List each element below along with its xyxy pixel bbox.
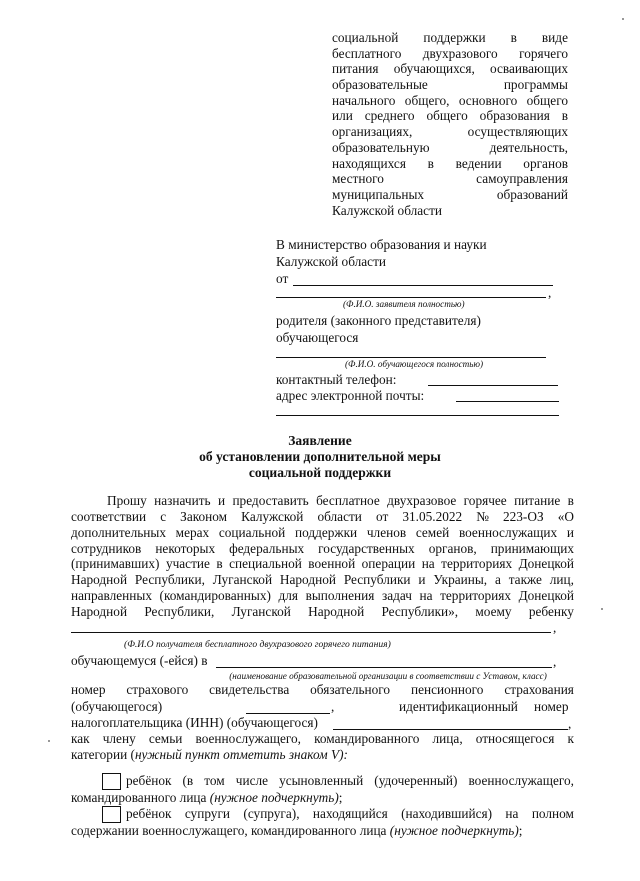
student-name-field[interactable] <box>276 357 546 358</box>
paragraph-line <box>71 541 574 557</box>
word: к <box>567 731 574 746</box>
inn-comma: , <box>568 716 572 731</box>
word: семьи <box>148 731 183 746</box>
word: 31.05.2022 <box>402 508 463 524</box>
word: Народной <box>279 572 336 588</box>
word: военнослужащего, <box>195 731 301 746</box>
word: в <box>567 493 574 508</box>
word: (в <box>182 773 194 788</box>
option-1-underline-note: (нужное подчеркнуть) <box>209 790 339 805</box>
word: числе <box>235 773 269 788</box>
word: Прошу <box>107 493 147 508</box>
word: семей <box>415 524 450 540</box>
recipient-name-field[interactable] <box>71 632 551 633</box>
word: сотрудников <box>71 540 142 556</box>
addressee-line-1: В министерство образования и науки <box>276 237 487 252</box>
option-2-text: содержании военнослужащего, командированного лица <box>71 823 390 838</box>
word: и <box>418 572 426 588</box>
header-word: осваивающих <box>490 61 568 77</box>
phone-label: контактный телефон: <box>276 372 397 387</box>
header-word: поддержки <box>423 30 486 45</box>
word: назначить <box>154 493 211 508</box>
word: государственных <box>318 540 415 556</box>
word: (находившийся) <box>401 806 493 821</box>
word: (командированных) <box>159 588 271 604</box>
applicant-name-field-1[interactable] <box>293 285 553 286</box>
word: Калужской <box>241 508 304 524</box>
header-word: горячего <box>519 45 568 61</box>
header-word: обучающихся, <box>393 61 475 77</box>
header-word: в <box>561 108 568 124</box>
student-of-label: обучающемуся (-ейся) в <box>71 653 208 668</box>
word: направленных <box>71 588 152 604</box>
scan-speck <box>601 608 603 610</box>
word: органов, <box>428 540 477 556</box>
header-word: двухразового <box>422 45 498 61</box>
word: членов <box>366 524 407 540</box>
header-word: деятельность, <box>489 139 568 155</box>
word: страхового <box>126 682 189 697</box>
option-1-line-2 <box>71 790 342 806</box>
option-2-line-1 <box>126 806 574 822</box>
word: также <box>508 572 542 588</box>
word: а <box>494 572 501 588</box>
header-word: осуществляющих <box>467 124 568 140</box>
word: (принимавших) <box>71 556 160 572</box>
recipient-note: (Ф.И.О получателя бесплатного двухразового горячего питания) <box>124 639 391 650</box>
word: Луганской <box>231 603 291 619</box>
applicant-name-field-2[interactable] <box>276 297 546 298</box>
word: № <box>476 508 489 524</box>
option-2-checkbox[interactable] <box>102 806 121 823</box>
parent-line-1: родителя (законного представителя) <box>276 313 481 328</box>
header-word: или <box>332 108 353 124</box>
header-word: образовательную <box>332 139 430 155</box>
header-word: виде <box>541 30 568 45</box>
header-line <box>332 171 568 187</box>
word: военнослужащих <box>458 524 558 540</box>
paragraph-line <box>71 509 574 525</box>
word: Донецкой <box>518 556 574 572</box>
header-line <box>332 140 568 156</box>
applicant-comma: , <box>548 285 552 300</box>
word: Донецкой <box>518 588 574 604</box>
header-line <box>332 61 568 77</box>
word: и <box>566 524 574 540</box>
header-line <box>332 156 568 172</box>
header-line <box>332 93 568 109</box>
word: социальной <box>218 524 286 540</box>
organization-field[interactable] <box>216 667 552 668</box>
scan-speck <box>48 740 50 742</box>
word: свидетельства <box>209 682 290 697</box>
document-title-1: Заявление <box>288 433 352 448</box>
document-title-3: социальной поддержки <box>248 465 392 480</box>
word: Республики, <box>134 572 205 588</box>
word: некоторых <box>155 540 216 556</box>
header-word: самоуправления <box>476 171 568 187</box>
word: Республики, <box>144 603 215 619</box>
header-word: социальной <box>332 30 399 45</box>
word: участие <box>165 556 210 572</box>
word: ребенку <box>528 603 574 619</box>
word: операции <box>361 556 416 572</box>
option-1-end: ; <box>338 790 343 805</box>
header-word: местного <box>332 171 384 187</box>
header-word: бесплатного <box>332 45 402 61</box>
word: моему <box>475 603 512 619</box>
word: поддержки <box>294 524 358 540</box>
id-label: идентификационный <box>399 699 518 714</box>
inn-field[interactable] <box>333 729 568 730</box>
word: Республики», <box>381 603 459 619</box>
number-label: номер <box>534 699 569 714</box>
word: том <box>204 773 225 788</box>
word: области <box>317 508 362 524</box>
category-line <box>71 747 348 763</box>
header-line: Калужской области <box>332 202 442 218</box>
header-word: образования <box>479 108 550 124</box>
paragraph-line <box>71 556 574 572</box>
category-suffix: V): <box>327 747 348 762</box>
word: лиц, <box>549 572 574 588</box>
option-2-underline-note: (нужное подчеркнуть) <box>389 823 519 838</box>
from-label: от <box>276 271 289 286</box>
header-line <box>332 187 568 203</box>
paragraph-line <box>71 572 574 588</box>
header-line <box>332 108 568 124</box>
header-word: ведении <box>455 155 502 171</box>
paragraph-line <box>71 588 574 604</box>
header-word: общего, <box>404 92 450 108</box>
word: ребёнок <box>126 773 172 788</box>
word: номер <box>71 682 106 697</box>
word: (супруга), <box>243 806 300 821</box>
word: лица, <box>432 731 463 746</box>
organization-comma: , <box>553 654 557 669</box>
word: с <box>160 508 167 524</box>
header-word: программы <box>503 77 568 93</box>
word: как <box>71 731 90 746</box>
word: полном <box>531 806 574 821</box>
student-note: (Ф.И.О. обучающегося полностью) <box>345 359 484 369</box>
header-word: общего <box>526 92 568 108</box>
word: усыновленный <box>279 773 364 788</box>
option-1-line-1 <box>126 773 574 789</box>
family-line <box>71 731 574 747</box>
inn-label: налогоплательщика (ИНН) (обучающегося) <box>71 715 318 730</box>
category-prefix: категории ( <box>71 747 135 762</box>
word: принимающих <box>490 540 574 556</box>
word: бесплатное <box>316 493 380 508</box>
word: территориях <box>440 588 512 604</box>
phone-field[interactable] <box>428 385 558 386</box>
word: 223-ОЗ <box>502 508 544 524</box>
word: территориях <box>441 556 513 572</box>
parent-line-2: обучающегося <box>276 330 359 345</box>
paragraph-line <box>71 493 574 509</box>
word: и <box>217 493 226 508</box>
word: на <box>505 806 519 821</box>
word: от <box>375 508 389 524</box>
applicant-note: (Ф.И.О. заявителя полностью) <box>343 299 465 309</box>
word: федеральных <box>229 540 305 556</box>
header-line <box>332 77 568 93</box>
snils-label: (обучающегося) <box>71 699 163 714</box>
header-word: начального <box>332 92 396 108</box>
word: военной <box>308 556 356 572</box>
email-field[interactable] <box>456 401 559 402</box>
option-1-checkbox[interactable] <box>102 773 121 790</box>
word: супруги <box>184 806 231 821</box>
word: военнослужащего, <box>468 773 574 788</box>
header-word: среднего <box>364 108 415 124</box>
header-word: органов <box>523 155 568 171</box>
header-word: в <box>510 30 517 45</box>
header-word: питания <box>332 61 379 77</box>
word: дополнительных <box>71 524 166 540</box>
word: ребёнок <box>126 806 172 821</box>
word: Законом <box>180 508 228 524</box>
word: задач <box>381 588 412 604</box>
word: на <box>419 588 433 604</box>
paragraph-line <box>71 525 574 541</box>
word: выполнения <box>305 588 375 604</box>
word: специальной <box>229 556 302 572</box>
email-field-extra[interactable] <box>276 415 559 416</box>
request-paragraph <box>71 493 574 620</box>
header-block <box>332 30 568 218</box>
word: командированного <box>314 731 420 746</box>
snils-line <box>71 682 574 698</box>
option-1-text: командированного лица <box>71 790 210 805</box>
snils-field[interactable] <box>246 713 330 714</box>
header-word: находящихся <box>332 155 406 171</box>
category-italic: нужный пункт отметить знаком <box>134 747 328 762</box>
word: питание <box>514 493 561 508</box>
word: «О <box>557 508 574 524</box>
word: обязательного <box>310 682 391 697</box>
recipient-comma: , <box>553 620 557 635</box>
word: Республики <box>343 572 411 588</box>
paragraph-line <box>71 604 574 620</box>
word: предоставить <box>232 493 309 508</box>
scan-speck <box>622 18 624 20</box>
word: горячее <box>463 493 507 508</box>
word: члену <box>102 731 136 746</box>
word: страхования <box>504 682 574 697</box>
snils-comma: , <box>331 699 335 714</box>
word: Народной <box>71 603 128 619</box>
word: мерах <box>175 524 210 540</box>
word: (удочеренный) <box>374 773 458 788</box>
word: двухразовое <box>387 493 457 508</box>
word: для <box>278 588 298 604</box>
header-word: муниципальных <box>332 186 425 202</box>
option-2-line-2 <box>71 823 522 839</box>
word: относящегося <box>475 731 555 746</box>
word: на <box>421 556 435 572</box>
option-2-end: ; <box>518 823 523 838</box>
header-word: организациях, <box>332 124 413 140</box>
word: Народной <box>71 572 128 588</box>
addressee-line-2: Калужской области <box>276 254 386 269</box>
organization-note: (наименование образовательной организации в соответствии с Уставом, класс) <box>229 671 547 681</box>
word: пенсионного <box>411 682 484 697</box>
header-word: образований <box>496 186 568 202</box>
word: соответствии <box>71 508 147 524</box>
word: в <box>216 556 223 572</box>
header-word: в <box>427 155 434 171</box>
header-line <box>332 30 568 46</box>
word: Луганской <box>212 572 273 588</box>
email-label: адрес электронной почты: <box>276 388 425 403</box>
header-word: основного <box>458 92 518 108</box>
word: Народной <box>308 603 365 619</box>
header-line <box>332 124 568 140</box>
word: Украины, <box>433 572 488 588</box>
header-word: общего <box>426 108 468 124</box>
word: находящийся <box>312 806 388 821</box>
header-word: образовательные <box>332 77 428 93</box>
document-title-2: об установлении дополнительной меры <box>199 449 441 464</box>
header-line <box>332 46 568 62</box>
